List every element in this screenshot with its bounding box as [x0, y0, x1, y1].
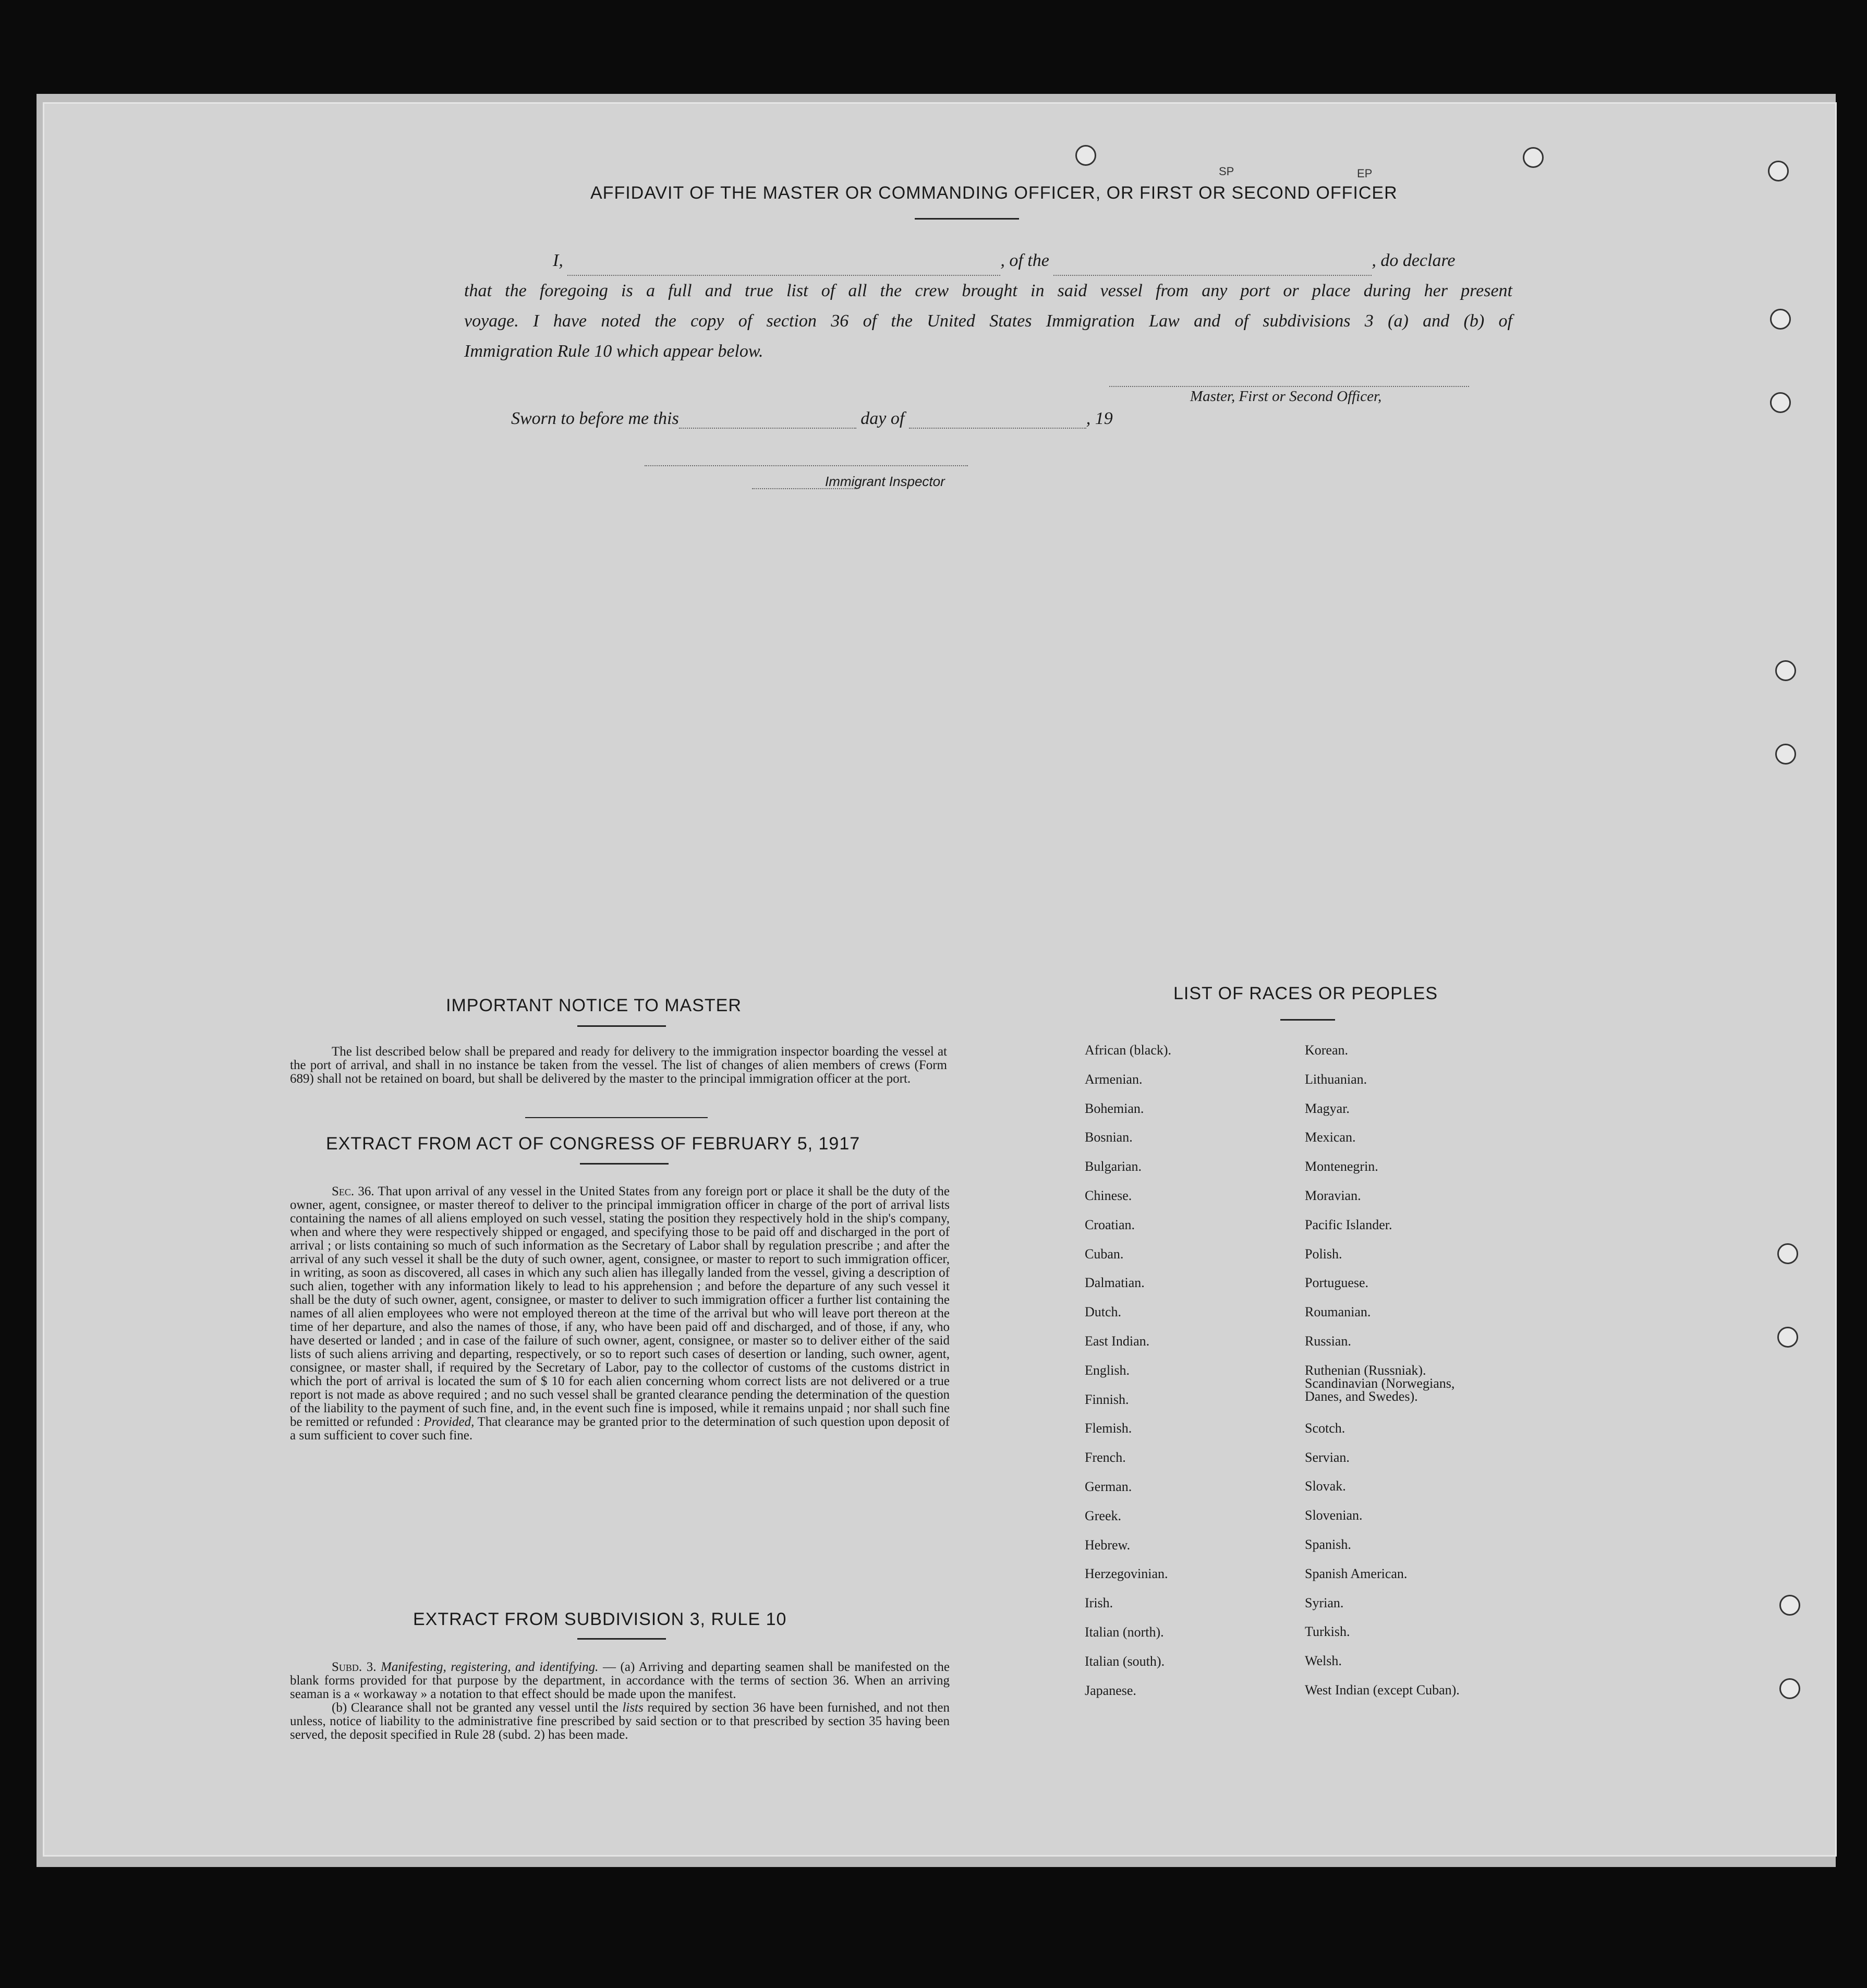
affidavit-line-4: Immigration Rule 10 which appear below. — [464, 342, 763, 361]
race-item: Dutch. — [1085, 1304, 1122, 1320]
sworn-line — [511, 405, 1113, 429]
affidavit-line-1 — [464, 246, 1512, 276]
sworn-day-blank[interactable] — [679, 405, 856, 429]
race-item: German. — [1085, 1478, 1132, 1494]
affidavit-line-3: voyage. I have noted the copy of section 36 of the United States Immigration Law and of subdivisions 3 (a) and (b) of — [464, 311, 1512, 331]
race-item-line: Danes, and Swedes). — [1305, 1388, 1418, 1404]
rule-title-rule — [577, 1638, 666, 1640]
act-title: EXTRACT FROM ACT OF CONGRESS OF FEBRUARY 5, 1917 — [326, 1134, 860, 1154]
race-item: Montenegrin. — [1305, 1159, 1378, 1174]
race-item: Irish. — [1085, 1595, 1113, 1611]
race-item: Bohemian. — [1085, 1100, 1144, 1116]
notice-title: IMPORTANT NOTICE TO MASTER — [446, 996, 742, 1015]
act-provided-label: Provided, — [423, 1415, 475, 1429]
race-item: Armenian. — [1085, 1071, 1143, 1087]
punch-hole — [1777, 1243, 1798, 1264]
act-provided-text: That clearance may be granted prior to the determination of such question upon deposit of a sum sufficient to cover such fine. — [290, 1415, 950, 1442]
race-item: Dalmatian. — [1085, 1275, 1145, 1291]
affidavit-text — [464, 246, 1512, 367]
rule-para-a: Arriving and departing seamen shall be manifested on the blank forms provided for that purpose by the department, in accordance with the terms of section 36. When an arriving seaman is a « workaway » a notation to that effect should be made upon the manifest. — [290, 1660, 950, 1701]
race-item — [1305, 1356, 1460, 1414]
race-item: Spanish. — [1305, 1536, 1351, 1552]
race-item-line: Ruthenian (Russniak). — [1305, 1362, 1426, 1378]
race-item: Polish. — [1305, 1246, 1342, 1262]
race-item: Scotch. — [1305, 1420, 1345, 1436]
sworn-month-blank[interactable] — [909, 405, 1086, 429]
race-item: Greek. — [1085, 1508, 1122, 1523]
rule-para-b-lists: lists — [622, 1701, 644, 1715]
notice-bottom-rule — [525, 1117, 708, 1118]
stamp-mark: EP — [1357, 167, 1373, 180]
rule-para-a-prefix: — (a) — [602, 1660, 635, 1674]
race-item: Spanish American. — [1305, 1566, 1408, 1581]
race-item: West Indian (except Cuban). — [1305, 1682, 1460, 1698]
punch-hole — [1777, 1327, 1798, 1348]
race-item: Magyar. — [1305, 1100, 1350, 1116]
act-body: That upon arrival of any vessel in the United States from any foreign port or place it shall be the duty of the owner, agent, consignee, or master thereof to deliver to the principal immigration officer in charge of the port of arrival lists containing the names of all aliens employed on such vessel, stating the position they respectively hold in the ship's company, when and where they were respectively shipped or engaged, and specifying those to be paid off and discharged in the port of arrival ; or lists containing so much of such information as the Secretary of Labor shall by regulation prescribe ; and after the arrival of any such vessel it shall be the duty of such owner, agent, consignee, or master to report to such immigration officer, in writing, as soon as discovered, all cases in which any such alien has illegally landed from the vessel, giving a description of such alien, together with any information likely to lead to his apprehension ; and before the departure of any such vessel it shall be the duty of such owner, agent, consignee, or master to deliver to such immigration officer a further list containing the names of all alien employees who were not employed thereon at the time of the arrival but who will leave port thereon at the time of her departure, and also the names of those, if any, who have been paid off and discharged, and of those, if any, who have deserted or landed ; and in case of the failure of such owner, agent, consignee, or master so to deliver either of the said lists of such aliens arriving and departing, respectively, or so to report such cases of desertion or landing, such owner, agent, consignee, or master shall, if required by the Secretary of Labor, pay to the collector of customs of the customs district in which the port of arrival is located the sum of $ 10 for each alien concerning whom correct lists are not delivered or a true report is not made as above required ; and no such vessel shall be granted clearance pending the determination of the question of the liability to the payment of such fine, and, in the event such fine is imposed, while it remains unpaid ; nor shall such fine be remitted or refunded : — [290, 1184, 950, 1429]
punch-hole — [1775, 744, 1796, 765]
rule-para-b: required by section 36 have been furnished, and not then unless, notice of liability to the administrative fine prescribed by said section or to that prescribed by section 35 having been served, the deposit specified in Rule 28 (subd. 2) has been made. — [290, 1701, 950, 1742]
races-right-column — [1305, 1036, 1460, 1705]
punch-hole — [1779, 1678, 1800, 1699]
race-item: Italian (north). — [1085, 1624, 1164, 1640]
affidavit-i: I, — [553, 251, 563, 270]
races-left-column — [1085, 1036, 1171, 1705]
race-item: Croatian. — [1085, 1217, 1135, 1232]
race-item: Welsh. — [1305, 1653, 1342, 1669]
notice-rule — [577, 1025, 666, 1027]
race-item: Slovak. — [1305, 1478, 1346, 1494]
rule-text — [290, 1660, 950, 1742]
race-item: Roumanian. — [1305, 1304, 1371, 1320]
punch-hole — [1775, 660, 1796, 681]
race-item: Cuban. — [1085, 1246, 1124, 1262]
race-item: Italian (south). — [1085, 1653, 1165, 1669]
affidavit-declare: , do declare — [1372, 251, 1456, 270]
rule-para-b-prefix: (b) Clearance shall not be granted any vessel until the — [332, 1701, 619, 1715]
race-item: Lithuanian. — [1305, 1071, 1367, 1087]
race-item: Finnish. — [1085, 1391, 1129, 1407]
rule-subd-label: Subd. 3. — [332, 1660, 377, 1674]
name-blank[interactable] — [567, 252, 1000, 276]
notice-text — [290, 1045, 947, 1086]
race-item: Bosnian. — [1085, 1130, 1133, 1145]
punch-hole — [1770, 392, 1791, 413]
race-item: Syrian. — [1305, 1595, 1344, 1610]
race-item: Servian. — [1305, 1449, 1350, 1465]
race-item: Portuguese. — [1305, 1275, 1369, 1291]
punch-hole — [1768, 161, 1789, 181]
race-item: English. — [1085, 1362, 1130, 1378]
race-item: Moravian. — [1305, 1187, 1361, 1203]
punch-hole — [1523, 147, 1544, 168]
punch-hole — [1075, 145, 1096, 166]
race-item-line: Scandinavian (Norwegians, — [1305, 1375, 1455, 1391]
master-signature-label: Master, First or Second Officer, — [1190, 388, 1382, 405]
race-item: Hebrew. — [1085, 1537, 1131, 1553]
race-item: Mexican. — [1305, 1130, 1356, 1145]
document-page — [43, 102, 1837, 1857]
race-item: Chinese. — [1085, 1187, 1132, 1203]
race-item: East Indian. — [1085, 1333, 1150, 1349]
master-signature-line[interactable] — [1109, 386, 1469, 387]
rule-title: EXTRACT FROM SUBDIVISION 3, RULE 10 — [413, 1609, 787, 1629]
race-item: Pacific Islander. — [1305, 1217, 1392, 1232]
act-sec-label: Sec. 36. — [332, 1184, 374, 1198]
race-item: Herzegovinian. — [1085, 1566, 1168, 1582]
title-rule — [915, 218, 1019, 220]
vessel-blank[interactable] — [1053, 252, 1372, 276]
affidavit-of-the: , of the — [1000, 251, 1049, 270]
rule-subd-title: Manifesting, registering, and identifying. — [381, 1660, 599, 1674]
sworn-day-of: day of — [860, 409, 905, 428]
notice-body: The list described below shall be prepared and ready for delivery to the immigration inspector boarding the vessel at the port of arrival, and shall in no instance be taken from the vessel. The list of changes of alien members of crews (Form 689) shall not be retained on board, but shall be delivered by the master to the principal immigration officer at the port. — [290, 1045, 947, 1086]
race-item: Turkish. — [1305, 1624, 1350, 1640]
affidavit-title: AFFIDAVIT OF THE MASTER OR COMMANDING OFFICER, OR FIRST OR SECOND OFFICER — [590, 183, 1398, 203]
act-text — [290, 1185, 950, 1442]
race-item: Flemish. — [1085, 1421, 1132, 1436]
inspector-signature-line[interactable] — [645, 465, 968, 466]
punch-hole — [1779, 1595, 1800, 1616]
race-item: Bulgarian. — [1085, 1159, 1142, 1174]
sworn-prefix: Sworn to before me this — [511, 409, 679, 428]
sworn-year: , 19 — [1086, 409, 1113, 428]
punch-hole — [1770, 309, 1791, 330]
stamp-mark: SP — [1219, 165, 1234, 178]
affidavit-line-2: that the foregoing is a full and true list of all the crew brought in said vessel from any port or place during her present — [464, 281, 1512, 300]
race-item: French. — [1085, 1450, 1126, 1465]
race-item: Slovenian. — [1305, 1508, 1363, 1523]
race-item: African (black). — [1085, 1043, 1172, 1058]
inspector-label: Immigrant Inspector — [825, 474, 945, 489]
race-item: Japanese. — [1085, 1682, 1136, 1698]
race-item: Russian. — [1305, 1333, 1351, 1349]
act-rule — [580, 1163, 669, 1165]
races-rule — [1280, 1019, 1335, 1021]
race-item: Korean. — [1305, 1043, 1349, 1058]
races-title: LIST OF RACES OR PEOPLES — [1173, 984, 1438, 1003]
